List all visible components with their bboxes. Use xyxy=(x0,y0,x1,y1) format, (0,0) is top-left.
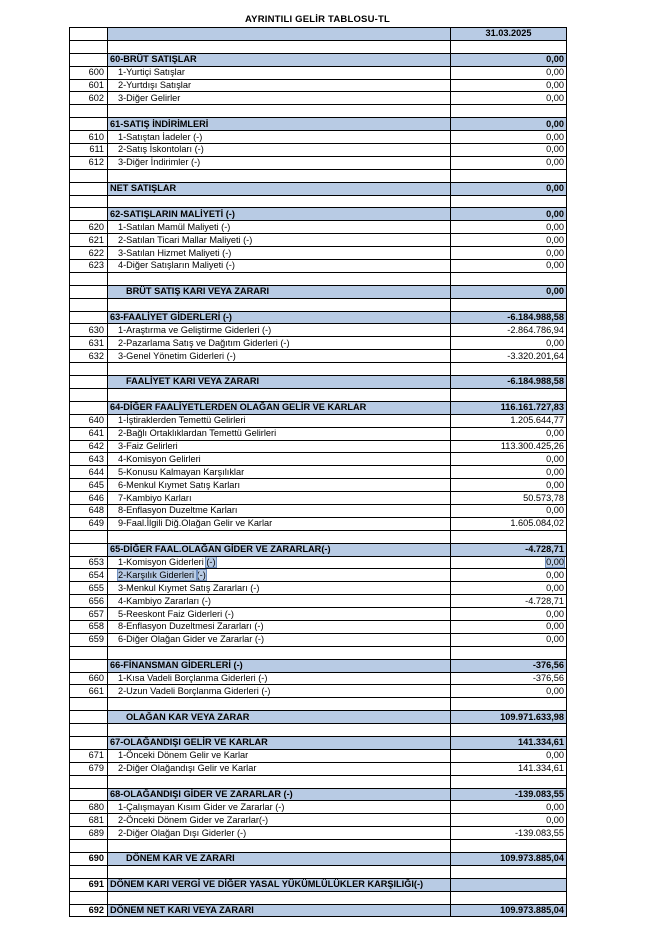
spacer-row xyxy=(70,272,567,285)
total-label: OLAĞAN KAR VEYA ZARAR xyxy=(108,711,451,724)
line-item-label: 1-Çalışmayan Kısım Gider ve Zararlar (-) xyxy=(108,801,451,814)
section-label: 65-DİĞER FAAL.OLAĞAN GİDER VE ZARARLAR(-) xyxy=(108,543,451,556)
line-item-row xyxy=(70,453,567,466)
selected-text: 2-Karşılık Giderleri xyxy=(118,569,197,580)
account-code: 654 xyxy=(70,569,108,582)
section-label: DÖNEM NET KARI VEYA ZARARI xyxy=(108,904,451,917)
total-amount: 0,00 xyxy=(451,285,567,298)
line-item-amount: 0,00 xyxy=(451,427,567,440)
spacer-row xyxy=(70,388,567,401)
line-item-row xyxy=(70,324,567,337)
line-item-row xyxy=(70,247,567,260)
section-amount: 141.334,61 xyxy=(451,736,567,749)
section-label: 67-OLAĞANDIŞI GELİR VE KARLAR xyxy=(108,736,451,749)
line-item-row xyxy=(70,234,567,247)
account-code xyxy=(70,376,108,389)
line-item-label: 6-Diğer Olağan Gider ve Zararlar (-) xyxy=(108,633,451,646)
line-item-label xyxy=(108,569,451,582)
section-amount: 109.973.885,04 xyxy=(451,904,567,917)
line-item-amount xyxy=(451,556,567,569)
account-code: 602 xyxy=(70,92,108,105)
line-item-amount: 0,00 xyxy=(451,221,567,234)
line-item-row xyxy=(70,595,567,608)
income-statement-table xyxy=(69,27,567,917)
spacer-cell xyxy=(108,40,451,53)
account-code xyxy=(70,736,108,749)
account-code: 649 xyxy=(70,517,108,530)
spacer-cell xyxy=(108,169,451,182)
line-item-label: 2-Satılan Ticari Mallar Maliyeti (-) xyxy=(108,234,451,247)
line-item-label: 7-Kambiyo Karları xyxy=(108,492,451,505)
spacer-cell xyxy=(108,388,451,401)
section-row xyxy=(70,736,567,749)
line-item-amount: 0,00 xyxy=(451,479,567,492)
date-header: 31.03.2025 xyxy=(451,28,567,41)
account-code: 631 xyxy=(70,337,108,350)
spacer-cell xyxy=(70,169,108,182)
line-item-amount: 0,00 xyxy=(451,131,567,144)
spacer-row xyxy=(70,169,567,182)
line-item-row xyxy=(70,672,567,685)
line-item-amount: 0,00 xyxy=(451,504,567,517)
spacer-cell xyxy=(108,195,451,208)
line-item-label: 4-Kambiyo Zararları (-) xyxy=(108,595,451,608)
header-row xyxy=(70,28,567,41)
account-code xyxy=(70,401,108,414)
line-item-row xyxy=(70,414,567,427)
spacer-cell xyxy=(451,195,567,208)
spacer-row xyxy=(70,775,567,788)
section-row xyxy=(70,904,567,917)
spacer-cell xyxy=(451,530,567,543)
spacer-row xyxy=(70,865,567,878)
spacer-cell xyxy=(70,646,108,659)
total-row xyxy=(70,711,567,724)
spacer-cell xyxy=(108,530,451,543)
spacer-cell xyxy=(451,724,567,737)
line-item-row xyxy=(70,144,567,157)
line-item-amount: 1.205.644,77 xyxy=(451,414,567,427)
account-code xyxy=(70,285,108,298)
total-label: BRÜT SATIŞ KARI VEYA ZARARI xyxy=(108,285,451,298)
account-code: 655 xyxy=(70,582,108,595)
spacer-cell xyxy=(451,775,567,788)
line-item-row xyxy=(70,749,567,762)
account-code: 660 xyxy=(70,672,108,685)
spacer-cell xyxy=(108,775,451,788)
spacer-cell xyxy=(451,40,567,53)
line-item-label: 2-Diğer Olağan Dışı Giderler (-) xyxy=(108,827,451,840)
line-item-label: 1-Komisyon Giderleri (-) xyxy=(108,556,451,569)
line-item-row xyxy=(70,685,567,698)
line-item-amount: -376,56 xyxy=(451,672,567,685)
line-item-label: 2-Satış İskontoları (-) xyxy=(108,144,451,157)
account-code: 689 xyxy=(70,827,108,840)
section-amount: -4.728,71 xyxy=(451,543,567,556)
line-item-label: 2-Yurtdışı Satışlar xyxy=(108,79,451,92)
account-code xyxy=(70,711,108,724)
line-item-label: 1-Yurtiçi Satışlar xyxy=(108,66,451,79)
account-code: 679 xyxy=(70,762,108,775)
section-row xyxy=(70,53,567,66)
total-label: DÖNEM KAR VE ZARARI xyxy=(108,853,451,866)
spacer-cell xyxy=(451,891,567,904)
line-item-label: 1-İştiraklerden Temettü Gelirleri xyxy=(108,414,451,427)
line-item-label: 3-Diğer İndirimler (-) xyxy=(108,156,451,169)
account-code: 643 xyxy=(70,453,108,466)
spacer-cell xyxy=(108,272,451,285)
line-item-label: 4-Komisyon Gelirleri xyxy=(108,453,451,466)
spacer-cell xyxy=(70,298,108,311)
line-item-amount: 0,00 xyxy=(451,337,567,350)
spacer-row xyxy=(70,105,567,118)
section-row xyxy=(70,118,567,131)
line-item-row xyxy=(70,801,567,814)
spacer-cell xyxy=(70,840,108,853)
total-row xyxy=(70,853,567,866)
line-item-label: 8-Enflasyon Duzeltmesi Zararları (-) xyxy=(108,620,451,633)
account-code: 601 xyxy=(70,79,108,92)
line-item-label: 6-Menkul Kıymet Satış Karları xyxy=(108,479,451,492)
spacer-cell xyxy=(70,272,108,285)
section-amount: 116.161.727,83 xyxy=(451,401,567,414)
line-item-row xyxy=(70,66,567,79)
account-code xyxy=(70,543,108,556)
spacer-cell xyxy=(70,530,108,543)
spacer-cell xyxy=(70,775,108,788)
spacer-row xyxy=(70,646,567,659)
spacer-row xyxy=(70,724,567,737)
spacer-cell xyxy=(451,272,567,285)
line-item-amount: 0,00 xyxy=(451,749,567,762)
line-item-row xyxy=(70,337,567,350)
section-amount: 0,00 xyxy=(451,182,567,195)
line-item-amount: 0,00 xyxy=(451,685,567,698)
spacer-cell xyxy=(70,891,108,904)
header-label-cell xyxy=(108,28,451,41)
account-code xyxy=(70,311,108,324)
line-item-row xyxy=(70,260,567,273)
section-row xyxy=(70,182,567,195)
section-label: 68-OLAĞANDIŞI GİDER VE ZARARLAR (-) xyxy=(108,788,451,801)
line-item-row xyxy=(70,156,567,169)
line-item-amount: 0,00 xyxy=(451,144,567,157)
line-item-row xyxy=(70,466,567,479)
section-row xyxy=(70,543,567,556)
total-amount xyxy=(451,878,567,891)
spacer-cell xyxy=(451,388,567,401)
spacer-row xyxy=(70,363,567,376)
line-item-label: 1-Kısa Vadeli Borçlanma Giderleri (-) xyxy=(108,672,451,685)
line-item-label: 3-Menkul Kıymet Satış Zararları (-) xyxy=(108,582,451,595)
line-item-row xyxy=(70,620,567,633)
line-item-row xyxy=(70,827,567,840)
line-item-label: 4-Diğer Satışların Maliyeti (-) xyxy=(108,260,451,273)
account-code: 692 xyxy=(70,904,108,917)
line-item-row xyxy=(70,350,567,363)
section-row xyxy=(70,208,567,221)
line-item-row xyxy=(70,504,567,517)
line-item-label: 2-Diğer Olağandışı Gelir ve Karlar xyxy=(108,762,451,775)
account-code: 681 xyxy=(70,814,108,827)
spacer-cell xyxy=(108,298,451,311)
line-item-row xyxy=(70,582,567,595)
line-item-row xyxy=(70,131,567,144)
spacer-row xyxy=(70,530,567,543)
account-code: 623 xyxy=(70,260,108,273)
total-row xyxy=(70,285,567,298)
line-item-label: 5-Reeskont Faiz Giderleri (-) xyxy=(108,608,451,621)
line-item-amount: -3.320.201,64 xyxy=(451,350,567,363)
spacer-cell xyxy=(70,388,108,401)
line-item-amount: 0,00 xyxy=(451,620,567,633)
account-code: 659 xyxy=(70,633,108,646)
line-item-label: 3-Genel Yönetim Giderleri (-) xyxy=(108,350,451,363)
account-code: 661 xyxy=(70,685,108,698)
line-item-row xyxy=(70,556,567,569)
line-item-amount: 0,00 xyxy=(451,466,567,479)
spacer-row xyxy=(70,298,567,311)
line-item-amount: 0,00 xyxy=(451,453,567,466)
line-item-row xyxy=(70,633,567,646)
line-item-label: 1-Satılan Mamül Maliyeti (-) xyxy=(108,221,451,234)
account-code: 621 xyxy=(70,234,108,247)
line-item-row xyxy=(70,517,567,530)
section-row xyxy=(70,401,567,414)
line-item-label: 2-Önceki Dönem Gider ve Zararlar(-) xyxy=(108,814,451,827)
line-item-amount: 0,00 xyxy=(451,582,567,595)
header-code-cell xyxy=(70,28,108,41)
line-item-row xyxy=(70,814,567,827)
line-item-amount: 0,00 xyxy=(451,247,567,260)
line-item-label: 2-Uzun Vadeli Borçlanma Giderleri (-) xyxy=(108,685,451,698)
spacer-cell xyxy=(108,840,451,853)
spacer-cell xyxy=(451,698,567,711)
spacer-row xyxy=(70,840,567,853)
spacer-cell xyxy=(70,40,108,53)
spacer-cell xyxy=(70,195,108,208)
report-title: AYRINTILI GELİR TABLOSU-TL xyxy=(244,14,391,25)
account-code: 600 xyxy=(70,66,108,79)
line-item-row xyxy=(70,92,567,105)
line-item-amount: 0,00 xyxy=(451,79,567,92)
account-code: 642 xyxy=(70,440,108,453)
account-code xyxy=(70,182,108,195)
spacer-cell xyxy=(451,865,567,878)
account-code: 641 xyxy=(70,427,108,440)
section-amount: 0,00 xyxy=(451,208,567,221)
line-item-row xyxy=(70,479,567,492)
line-item-amount: 141.334,61 xyxy=(451,762,567,775)
account-code: 622 xyxy=(70,247,108,260)
line-item-row xyxy=(70,569,567,582)
section-amount: -6.184.988,58 xyxy=(451,311,567,324)
account-code: 691 xyxy=(70,878,108,891)
total-row xyxy=(70,878,567,891)
account-code: 630 xyxy=(70,324,108,337)
line-item-amount: 1.605.084,02 xyxy=(451,517,567,530)
line-item-row xyxy=(70,762,567,775)
line-item-label: 8-Enflasyon Duzeltme Karları xyxy=(108,504,451,517)
total-row xyxy=(70,376,567,389)
section-amount: -139.083,55 xyxy=(451,788,567,801)
spacer-cell xyxy=(108,891,451,904)
line-item-row xyxy=(70,492,567,505)
selected-text: 0,00 xyxy=(546,556,564,567)
section-label: 61-SATIŞ İNDİRİMLERİ xyxy=(108,118,451,131)
spacer-cell xyxy=(108,698,451,711)
section-amount: 0,00 xyxy=(451,53,567,66)
line-item-amount: 0,00 xyxy=(451,234,567,247)
account-code: 646 xyxy=(70,492,108,505)
section-row xyxy=(70,311,567,324)
line-item-row xyxy=(70,608,567,621)
account-code xyxy=(70,208,108,221)
section-amount: -376,56 xyxy=(451,659,567,672)
line-item-amount: 50.573,78 xyxy=(451,492,567,505)
spacer-cell xyxy=(451,840,567,853)
line-item-amount: 113.300.425,26 xyxy=(451,440,567,453)
spacer-cell xyxy=(70,865,108,878)
line-item-amount: -2.864.786,94 xyxy=(451,324,567,337)
section-label: NET SATIŞLAR xyxy=(108,182,451,195)
section-label: 66-FİNANSMAN GİDERLERİ (-) xyxy=(108,659,451,672)
account-code: 656 xyxy=(70,595,108,608)
selected-text: (-) xyxy=(196,569,206,580)
account-code: 611 xyxy=(70,144,108,157)
spacer-cell xyxy=(108,646,451,659)
spacer-cell xyxy=(70,105,108,118)
line-item-amount: 0,00 xyxy=(451,801,567,814)
line-item-label: 3-Satılan Hizmet Maliyeti (-) xyxy=(108,247,451,260)
spacer-cell xyxy=(451,298,567,311)
account-code: 653 xyxy=(70,556,108,569)
account-code xyxy=(70,118,108,131)
spacer-row xyxy=(70,40,567,53)
line-item-amount: -139.083,55 xyxy=(451,827,567,840)
line-item-amount: 0,00 xyxy=(451,814,567,827)
line-item-label: 1-Satıştan İadeler (-) xyxy=(108,131,451,144)
spacer-cell xyxy=(451,105,567,118)
line-item-amount: 0,00 xyxy=(451,92,567,105)
line-item-amount: -4.728,71 xyxy=(451,595,567,608)
spacer-cell xyxy=(451,363,567,376)
account-code: 640 xyxy=(70,414,108,427)
spacer-cell xyxy=(108,724,451,737)
line-item-label: 1-Önceki Dönem Gelir ve Karlar xyxy=(108,749,451,762)
line-item-row xyxy=(70,427,567,440)
line-item-label: 5-Konusu Kalmayan Karşılıklar xyxy=(108,466,451,479)
spacer-row xyxy=(70,698,567,711)
spacer-cell xyxy=(70,724,108,737)
section-row xyxy=(70,788,567,801)
account-code: 657 xyxy=(70,608,108,621)
line-item-label: 2-Bağlı Ortaklıklardan Temettü Gelirleri xyxy=(108,427,451,440)
line-item-amount: 0,00 xyxy=(451,608,567,621)
line-item-amount: 0,00 xyxy=(451,156,567,169)
total-amount: -6.184.988,58 xyxy=(451,376,567,389)
account-code: 658 xyxy=(70,620,108,633)
spacer-cell xyxy=(451,169,567,182)
line-item-amount: 0,00 xyxy=(451,569,567,582)
spacer-cell xyxy=(108,865,451,878)
account-code xyxy=(70,53,108,66)
line-item-label: 1-Araştırma ve Geliştirme Giderleri (-) xyxy=(108,324,451,337)
line-item-label: 9-Faal.İlgili Diğ.Olağan Gelir ve Karlar xyxy=(108,517,451,530)
line-item-row xyxy=(70,221,567,234)
section-row xyxy=(70,659,567,672)
spacer-row xyxy=(70,195,567,208)
line-item-row xyxy=(70,79,567,92)
selected-text: (-) xyxy=(206,556,216,567)
account-code: 644 xyxy=(70,466,108,479)
total-label: FAALİYET KARI VEYA ZARARI xyxy=(108,376,451,389)
spacer-cell xyxy=(70,363,108,376)
account-code xyxy=(70,659,108,672)
account-code: 648 xyxy=(70,504,108,517)
line-item-amount: 0,00 xyxy=(451,66,567,79)
spacer-cell xyxy=(70,698,108,711)
line-item-amount: 0,00 xyxy=(451,633,567,646)
total-amount: 109.971.633,98 xyxy=(451,711,567,724)
section-amount: 0,00 xyxy=(451,118,567,131)
account-code: 671 xyxy=(70,749,108,762)
line-item-label: 3-Diğer Gelirler xyxy=(108,92,451,105)
account-code: 632 xyxy=(70,350,108,363)
section-label: 60-BRÜT SATIŞLAR xyxy=(108,53,451,66)
account-code: 690 xyxy=(70,853,108,866)
spacer-cell xyxy=(451,646,567,659)
line-item-label: 2-Pazarlama Satış ve Dağıtım Giderleri (-) xyxy=(108,337,451,350)
account-code: 645 xyxy=(70,479,108,492)
line-item-amount: 0,00 xyxy=(451,260,567,273)
spacer-cell xyxy=(108,105,451,118)
section-label: 62-SATIŞLARIN MALİYETİ (-) xyxy=(108,208,451,221)
total-label: DÖNEM KARI VERGİ VE DİĞER YASAL YÜKÜMLÜLÜKLER KARŞILIĞI(-) xyxy=(108,878,451,891)
total-amount: 109.973.885,04 xyxy=(451,853,567,866)
account-code: 610 xyxy=(70,131,108,144)
line-item-row xyxy=(70,440,567,453)
line-item-label: 3-Faiz Gelirleri xyxy=(108,440,451,453)
section-label: 63-FAALİYET GİDERLERİ (-) xyxy=(108,311,451,324)
spacer-cell xyxy=(108,363,451,376)
account-code: 612 xyxy=(70,156,108,169)
section-label: 64-DİĞER FAALİYETLERDEN OLAĞAN GELİR VE KARLAR xyxy=(108,401,451,414)
spacer-row xyxy=(70,891,567,904)
account-code xyxy=(70,788,108,801)
account-code: 620 xyxy=(70,221,108,234)
account-code: 680 xyxy=(70,801,108,814)
